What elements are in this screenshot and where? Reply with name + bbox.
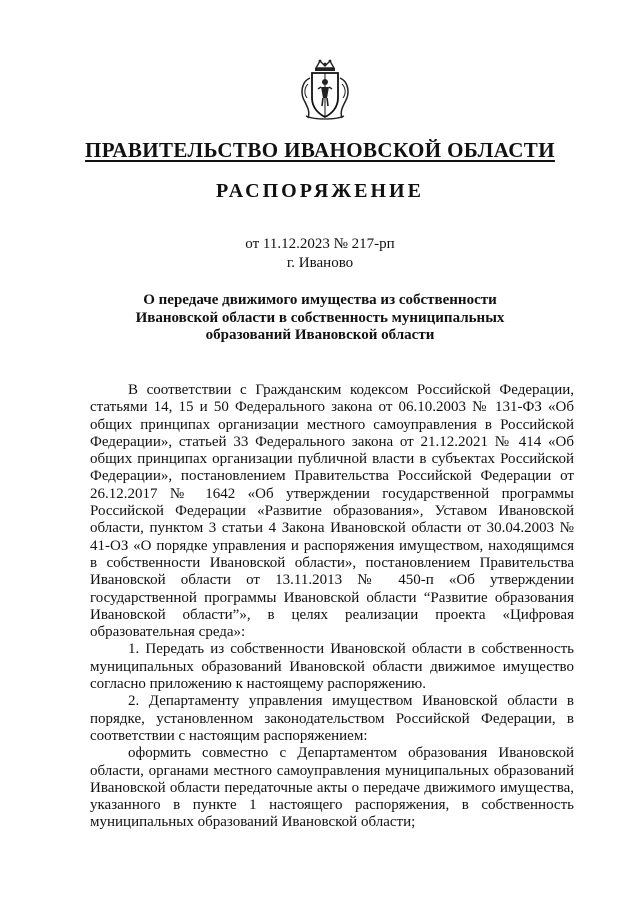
body-preamble: В соответствии с Гражданским кодексом Российской Федерации, статьями 14, 15 и 50 Федерального закона от 06.10.2003 № 131-ФЗ «Об общих принципах организации местного самоуправления в Российской Федерации», статьей 33 Федерального закона от 21.12.2021 № 414 «Об общих принципах организации публичной власти в субъектах Российской Федерации», постановлением Правительства Российской Федерации от 26.12.2017 № 1642 «Об утверждении государственной программы Российской Федерации «Развитие образования», Уставом Ивановской области, пунктом 3 статьи 4 Закона Ивановской области от 30.04.2003 № 41-ОЗ «О порядке управления и распоряжения имуществом, находящимся в собственности Ивановской области», постановлением Правительства Ивановской области от 13.11.2013 № 450-п «Об утверждении государственной программы Ивановской области “Развитие образования Ивановской области”», в целях реализации проекта «Цифровая образовательная среда»: <box>90 382 574 641</box>
document-date-number: от 11.12.2023 № 217-рп <box>245 236 395 252</box>
subject-line-2: Ивановской области в собственность муниципальных <box>135 309 505 326</box>
government-title: ПРАВИТЕЛЬСТВО ИВАНОВСКОЙ ОБЛАСТИ <box>85 138 555 162</box>
document-type-heading: РАСПОРЯЖЕНИЕ <box>216 180 424 202</box>
subject-line-3: образований Ивановской области <box>205 327 435 343</box>
document-subject <box>100 292 540 345</box>
coat-of-arms-icon <box>296 58 354 122</box>
document-body <box>90 382 574 832</box>
body-item-2-subpoint: оформить совместно с Департаментом образования Ивановской области, органами местного самоуправления муниципальных образований Ивановской области передаточные акты о передаче движимого имущества, указанного в пункте 1 настоящего распоряжения, в собственность муниципальных образований Ивановской области; <box>90 745 574 831</box>
body-item-2: 2. Департаменту управления имуществом Ивановской области в порядке, установленном законодательством Российской Федерации, в соответствии с настоящим распоряжением: <box>90 693 574 744</box>
document-city: г. Иваново <box>286 255 354 271</box>
subject-line-1: О передаче движимого имущества из собственности <box>143 292 497 308</box>
body-item-1: 1. Передать из собственности Ивановской области в собственность муниципальных образований Ивановской области движимое имущество согласно приложению к настоящему распоряжению. <box>90 641 574 693</box>
